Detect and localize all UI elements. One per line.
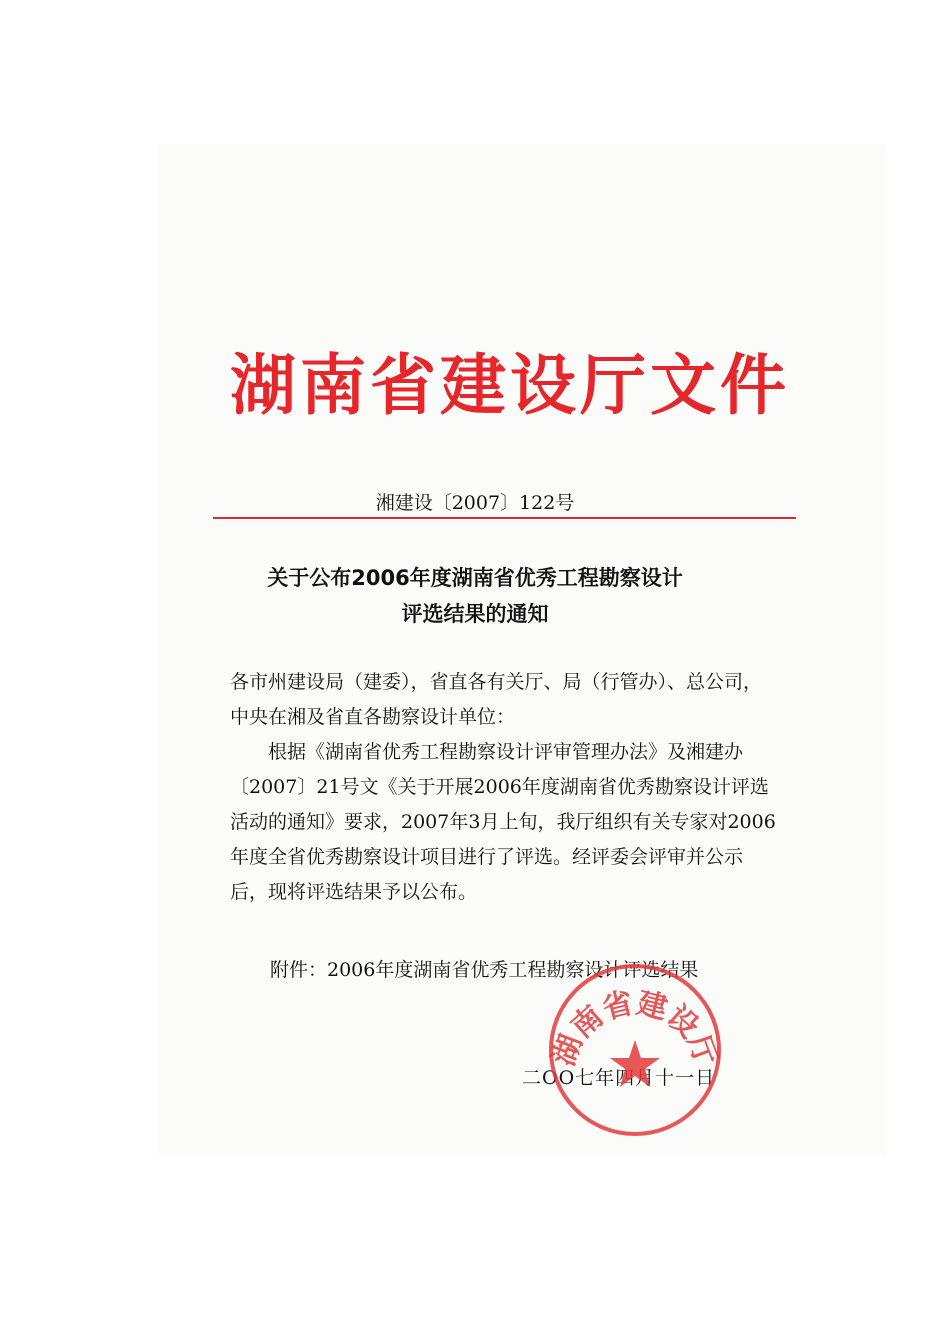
recipients-line2: 中央在湘及省直各勘察设计单位： (230, 706, 516, 728)
recipients (230, 665, 795, 735)
document-page (158, 145, 886, 1155)
header-divider (213, 517, 796, 519)
document-header: 湖南省建设厅文件 (230, 346, 790, 424)
attachment-note: 附件：2006年度湖南省优秀工程勘察设计评选结果 (270, 959, 699, 981)
svg-text:湖南省建设厅: 湖南省建设厅 (546, 985, 724, 1071)
body-line: 后，现将评选结果予以公布。 (230, 881, 478, 903)
issue-date: 二OO七年四月十一日 (522, 1067, 716, 1089)
notice-title-line2: 评选结果的通知 (401, 602, 549, 626)
body-paragraph (230, 735, 795, 910)
body-line: 年度全省优秀勘察设计项目进行了评选。经评委会评审并公示 (230, 846, 744, 868)
recipients-line1: 各市州建设局（建委），省直各有关厅、局（行管办）、总公司， (230, 671, 763, 693)
body-line: 〔2007〕21号文《关于开展2006年度湖南省优秀勘察设计评选 (230, 776, 769, 798)
body-line: 根据《湖南省优秀工程勘察设计评审管理办法》及湘建办 (230, 741, 744, 763)
notice-title-line1: 关于公布2006年度湖南省优秀工程勘察设计 (267, 566, 683, 590)
body-line: 活动的通知》要求，2007年3月上旬，我厅组织有关专家对2006 (230, 811, 776, 833)
official-seal-icon (545, 960, 725, 1140)
document-number: 湘建设〔2007〕122号 (375, 492, 575, 514)
